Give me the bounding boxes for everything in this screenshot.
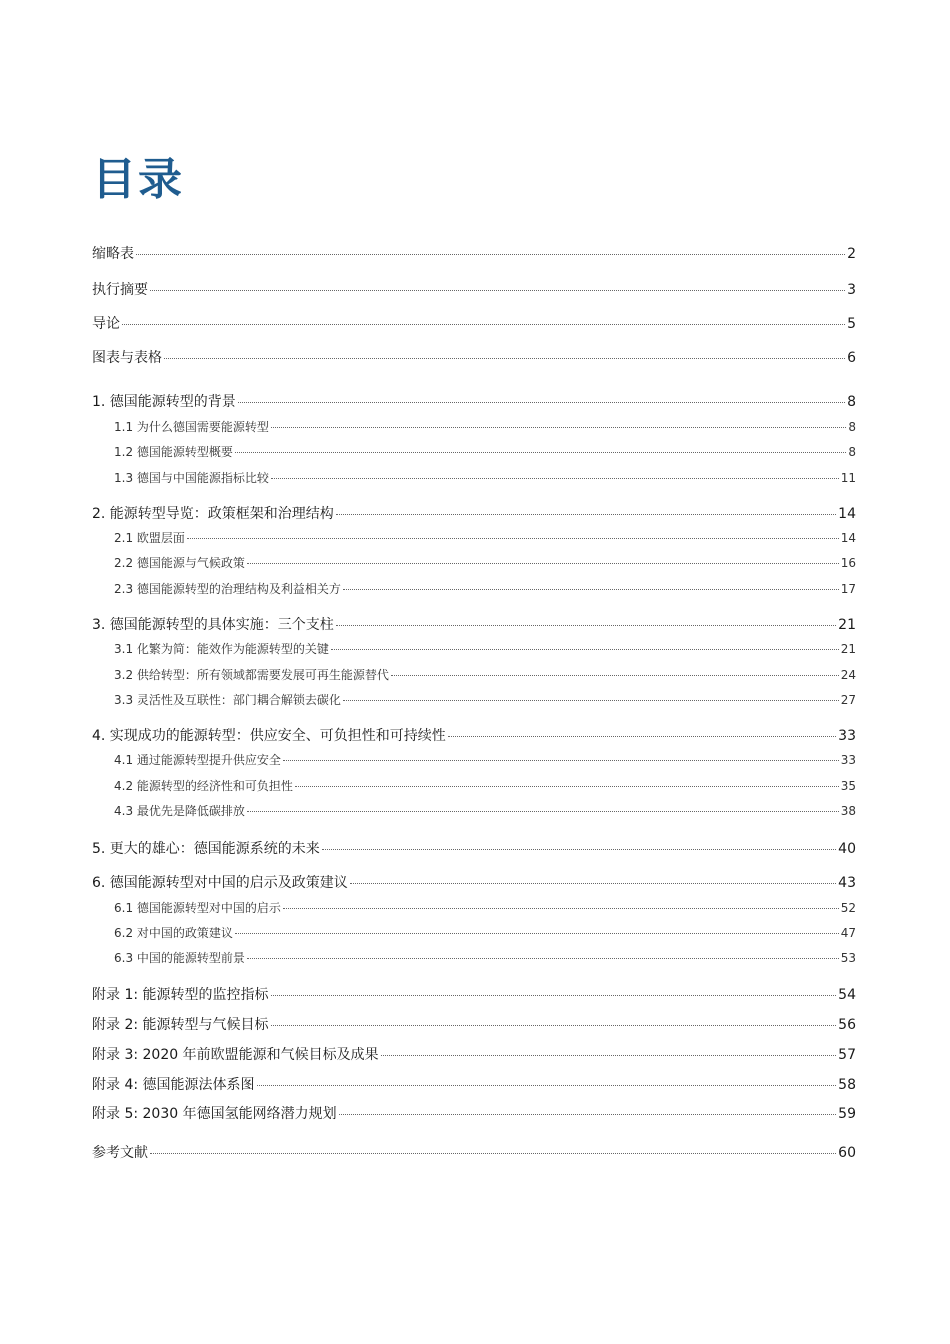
toc-entry[interactable] (92, 725, 856, 745)
dot-leader (448, 736, 836, 737)
toc-entry-label: 3.3 灵活性及互联性：部门耦合解锁去碳化 (114, 693, 341, 707)
dot-leader (271, 478, 839, 479)
dot-leader (283, 760, 839, 761)
toc-entry-page: 56 (838, 1017, 856, 1033)
dot-leader (331, 649, 839, 650)
dot-leader (150, 290, 845, 291)
toc-subentry[interactable] (92, 469, 856, 486)
toc-entry-label: 3.2 供给转型：所有领域都需要发展可再生能源替代 (114, 668, 389, 682)
toc-entry-label: 3. 德国能源转型的具体实施：三个支柱 (92, 617, 334, 633)
page-title: 目录 (92, 154, 184, 205)
toc-entry-label: 图表与表格 (92, 350, 162, 366)
toc-subentry[interactable] (92, 924, 856, 941)
toc-entry[interactable] (92, 838, 856, 858)
toc-entry-label: 5. 更大的雄心：德国能源系统的未来 (92, 841, 320, 857)
toc-entry-page: 52 (840, 901, 856, 915)
dot-leader (343, 700, 839, 701)
toc-entry-label: 2.2 德国能源与气候政策 (114, 556, 245, 570)
toc-entry-label: 4.3 最优先是降低碳排放 (114, 804, 245, 818)
toc-entry[interactable] (92, 872, 856, 892)
dot-leader (247, 563, 839, 564)
dot-leader (322, 849, 836, 850)
toc-entry-page: 59 (838, 1106, 856, 1122)
dot-leader (336, 625, 836, 626)
toc-entry-label: 导论 (92, 316, 120, 332)
toc-entry-page: 43 (838, 875, 856, 891)
dot-leader (339, 1114, 837, 1115)
toc-entry-page: 35 (840, 779, 856, 793)
toc-subentry[interactable] (92, 580, 856, 597)
dot-leader (238, 402, 845, 403)
toc-entry[interactable] (92, 313, 856, 333)
toc-entry-page: 53 (840, 951, 856, 965)
dot-leader (235, 933, 839, 934)
toc-entry-page: 6 (847, 350, 856, 366)
toc-entry-page: 16 (840, 556, 856, 570)
toc-subentry[interactable] (92, 666, 856, 683)
dot-leader (150, 1153, 836, 1154)
toc-entry-page: 57 (838, 1047, 856, 1063)
dot-leader (381, 1055, 837, 1056)
toc-entry[interactable] (92, 279, 856, 299)
dot-leader (391, 675, 839, 676)
toc-entry-page: 38 (840, 804, 856, 818)
toc-entry-label: 2.3 德国能源转型的治理结构及利益相关方 (114, 582, 341, 596)
toc-subentry[interactable] (92, 443, 856, 460)
toc-subentry[interactable] (92, 802, 856, 819)
dot-leader (247, 958, 839, 959)
toc-entry[interactable] (92, 391, 856, 411)
toc-entry-label: 缩略表 (92, 246, 134, 262)
dot-leader (247, 811, 839, 812)
toc-entry-page: 33 (838, 728, 856, 744)
toc-subentry[interactable] (92, 529, 856, 546)
dot-leader (295, 786, 839, 787)
toc-entry[interactable] (92, 503, 856, 523)
toc-entry-page: 60 (838, 1145, 856, 1161)
toc-entry-label: 参考文献 (92, 1145, 148, 1161)
dot-leader (257, 1085, 837, 1086)
toc-entry-label: 6.2 对中国的政策建议 (114, 926, 233, 940)
toc-entry-label: 6. 德国能源转型对中国的启示及政策建议 (92, 875, 348, 891)
toc-entry-label: 附录 2: 能源转型与气候目标 (92, 1017, 269, 1033)
toc-entry-label: 附录 1: 能源转型的监控指标 (92, 987, 269, 1003)
dot-leader (122, 324, 845, 325)
toc-entry-label: 4. 实现成功的能源转型：供应安全、可负担性和可持续性 (92, 728, 446, 744)
toc-entry-label: 1. 德国能源转型的背景 (92, 394, 236, 410)
dot-leader (271, 995, 837, 996)
dot-leader (136, 254, 845, 255)
toc-entry-label: 4.2 能源转型的经济性和可负担性 (114, 779, 293, 793)
toc-entry-page: 11 (840, 471, 856, 485)
dot-leader (350, 883, 836, 884)
toc-subentry[interactable] (92, 418, 856, 435)
dot-leader (271, 1025, 837, 1026)
toc-entry-label: 6.1 德国能源转型对中国的启示 (114, 901, 281, 915)
toc-entry-page: 21 (840, 642, 856, 656)
toc-entry[interactable] (92, 1103, 856, 1123)
toc-entry-label: 1.1 为什么德国需要能源转型 (114, 420, 269, 434)
toc-entry-page: 17 (840, 582, 856, 596)
toc-subentry[interactable] (92, 777, 856, 794)
toc-subentry[interactable] (92, 899, 856, 916)
toc-subentry[interactable] (92, 640, 856, 657)
toc-entry-label: 2. 能源转型导览：政策框架和治理结构 (92, 506, 334, 522)
toc-entry-page: 24 (840, 668, 856, 682)
toc-entry-page: 27 (840, 693, 856, 707)
toc-entry-label: 执行摘要 (92, 282, 148, 298)
toc-entry-page: 54 (838, 987, 856, 1003)
toc-entry-label: 4.1 通过能源转型提升供应安全 (114, 753, 281, 767)
dot-leader (283, 908, 839, 909)
toc-entry[interactable] (92, 984, 856, 1004)
dot-leader (187, 538, 839, 539)
toc-subentry[interactable] (92, 691, 856, 708)
toc-entry-page: 14 (840, 531, 856, 545)
toc-entry[interactable] (92, 347, 856, 367)
toc-entry-label: 附录 4: 德国能源法体系图 (92, 1077, 255, 1093)
toc-entry-page: 14 (838, 506, 856, 522)
toc-entry-page: 47 (840, 926, 856, 940)
toc-entry-page: 58 (838, 1077, 856, 1093)
toc-entry-page: 5 (847, 316, 856, 332)
dot-leader (271, 427, 846, 428)
dot-leader (343, 589, 839, 590)
toc-entry-label: 2.1 欧盟层面 (114, 531, 185, 545)
toc-entry-page: 40 (838, 841, 856, 857)
toc-entry-label: 6.3 中国的能源转型前景 (114, 951, 245, 965)
toc-entry[interactable] (92, 1044, 856, 1064)
toc-entry-page: 21 (838, 617, 856, 633)
dot-leader (235, 452, 846, 453)
toc-entry[interactable] (92, 243, 856, 263)
toc-entry-page: 2 (847, 246, 856, 262)
toc-entry-page: 33 (840, 753, 856, 767)
toc-entry-label: 1.3 德国与中国能源指标比较 (114, 471, 269, 485)
toc-entry-page: 8 (848, 420, 856, 434)
toc-entry[interactable] (92, 1014, 856, 1034)
toc-entry-page: 8 (848, 445, 856, 459)
toc-entry[interactable] (92, 614, 856, 634)
toc-entry[interactable] (92, 1074, 856, 1094)
toc-entry-page: 3 (847, 282, 856, 298)
toc-entry-label: 附录 3: 2020 年前欧盟能源和气候目标及成果 (92, 1047, 379, 1063)
toc-entry-label: 3.1 化繁为简：能效作为能源转型的关键 (114, 642, 329, 656)
toc-entry-label: 附录 5: 2030 年德国氢能网络潜力规划 (92, 1106, 337, 1122)
toc-subentry[interactable] (92, 554, 856, 571)
toc-subentry[interactable] (92, 751, 856, 768)
dot-leader (164, 358, 845, 359)
toc-subentry[interactable] (92, 949, 856, 966)
toc-entry-label: 1.2 德国能源转型概要 (114, 445, 233, 459)
dot-leader (336, 514, 836, 515)
toc-entry-page: 8 (847, 394, 856, 410)
toc-entry[interactable] (92, 1142, 856, 1162)
